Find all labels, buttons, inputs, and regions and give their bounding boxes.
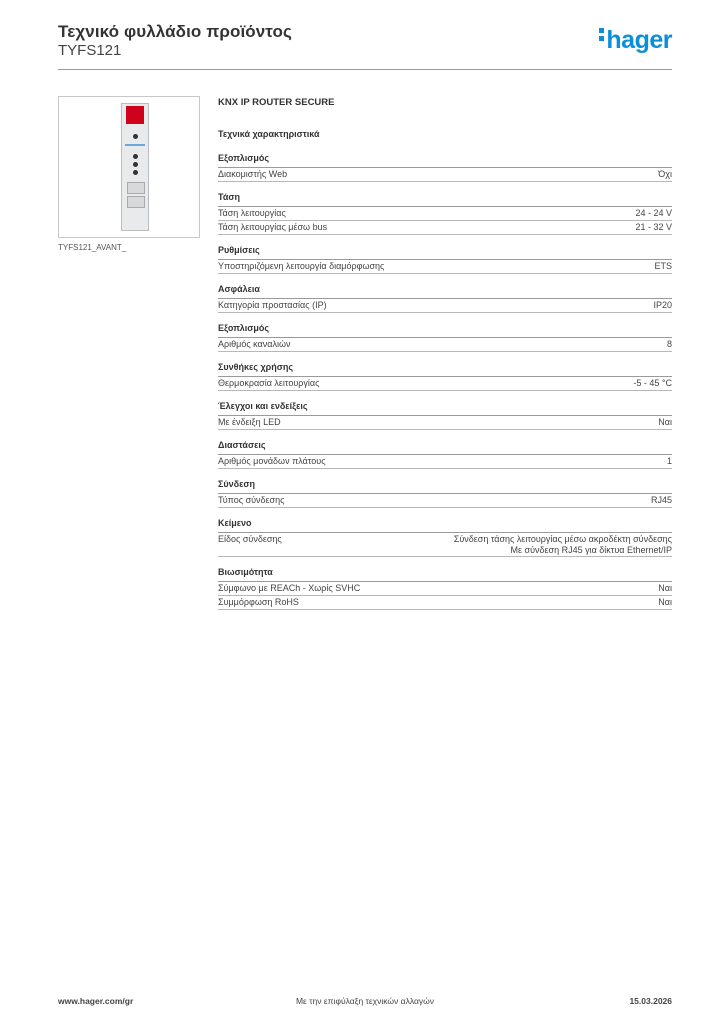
logo-text: hager [606, 26, 672, 54]
spec-row [218, 260, 672, 274]
image-caption: TYFS121_AVANT_ [58, 243, 127, 252]
spec-value [658, 583, 672, 595]
spec-value [635, 222, 672, 234]
spec-row [218, 377, 672, 391]
spec-value [633, 378, 672, 390]
section-title: Ασφάλεια [218, 284, 672, 299]
spec-section [218, 153, 672, 182]
header-divider [58, 69, 672, 70]
spec-label: Τάση λειτουργίας [218, 208, 286, 218]
section-title: Εξοπλισμός [218, 153, 672, 168]
section-title: Συνθήκες χρήσης [218, 362, 672, 377]
spec-value [454, 534, 672, 556]
spec-value-line: Σύνδεση τάσης λειτουργίας μέσω ακροδέκτη σύνδεσης [453, 534, 672, 544]
spec-value [635, 208, 672, 220]
spec-label: Υποστηριζόμενη λειτουργία διαμόρφωσης [218, 261, 385, 271]
footer-website: www.hager.com/gr [58, 996, 134, 1006]
spec-label: Θερμοκρασία λειτουργίας [218, 378, 320, 388]
spec-value-line: 8 [666, 339, 672, 349]
section-title: Σύνδεση [218, 479, 672, 494]
spec-row [218, 416, 672, 430]
section-title: Τάση [218, 192, 672, 207]
section-title: Βιωσιμότητα [218, 567, 672, 582]
product-code: TYFS121 [58, 42, 122, 59]
spec-section [218, 401, 672, 430]
spec-content [218, 97, 672, 610]
spec-value-line: IP20 [653, 300, 672, 310]
spec-value [654, 261, 672, 273]
spec-value-line: Ναι [658, 583, 672, 593]
spec-value [651, 495, 672, 507]
spec-value [658, 597, 672, 609]
section-title: Ρυθμίσεις [218, 245, 672, 260]
section-title: Διαστάσεις [218, 440, 672, 455]
footer-notice: Με την επιφύλαξη τεχνικών αλλαγών [295, 996, 435, 1006]
spec-label: Αριθμός μονάδων πλάτους [218, 456, 326, 466]
spec-value [667, 339, 672, 351]
spec-section [218, 362, 672, 391]
spec-sections [218, 153, 672, 610]
spec-value [658, 169, 672, 181]
spec-row [218, 596, 672, 610]
spec-section [218, 245, 672, 274]
spec-row [218, 299, 672, 313]
spec-section [218, 440, 672, 469]
spec-value-line: 21 - 32 V [635, 222, 672, 232]
spec-section [218, 284, 672, 313]
spec-row [218, 221, 672, 235]
spec-section [218, 323, 672, 352]
spec-value-line: Ναι [658, 597, 672, 607]
spec-row [218, 533, 672, 557]
spec-label: Τάση λειτουργίας μέσω bus [218, 222, 328, 232]
section-title: Εξοπλισμός [218, 323, 672, 338]
spec-value-line: ETS [654, 261, 672, 271]
spec-label: Τύπος σύνδεσης [218, 495, 285, 505]
spec-value-line: Ναι [658, 417, 672, 427]
spec-label: Είδος σύνδεσης [218, 534, 282, 544]
section-title: Κείμενο [218, 518, 672, 533]
spec-value-line: -5 - 45 °C [633, 378, 672, 388]
product-name: KNX IP ROUTER SECURE [218, 97, 335, 108]
tech-heading: Τεχνικά χαρακτηριστικά [218, 129, 320, 139]
spec-row [218, 338, 672, 352]
spec-section [218, 479, 672, 508]
spec-label: Κατηγορία προστασίας (IP) [218, 300, 327, 310]
spec-value-line: Όχι [658, 169, 672, 179]
spec-row [218, 207, 672, 221]
knx-router-device-icon [121, 103, 149, 231]
hager-logo [599, 26, 672, 55]
document-title: Τεχνικό φυλλάδιο προϊόντος [58, 22, 292, 41]
logo-dots-icon [599, 28, 604, 44]
spec-value-line: 1 [666, 456, 672, 466]
spec-value-line: RJ45 [650, 495, 672, 505]
spec-section [218, 567, 672, 610]
spec-row [218, 582, 672, 596]
product-image [58, 96, 200, 238]
spec-section [218, 518, 672, 557]
spec-section [218, 192, 672, 235]
spec-value [653, 300, 672, 312]
spec-label: Συμμόρφωση RoHS [218, 597, 299, 607]
spec-value [658, 417, 672, 429]
spec-label: Διακομιστής Web [218, 169, 288, 179]
spec-value-line: 24 - 24 V [635, 208, 672, 218]
page-header [58, 20, 672, 70]
spec-label: Με ένδειξη LED [218, 417, 281, 427]
spec-value-line: Με σύνδεση RJ45 για δίκτυα Ethernet/IP [510, 545, 672, 555]
spec-row [218, 455, 672, 469]
footer-date: 15.03.2026 [629, 996, 672, 1006]
section-title: Έλεγχοι και ενδείξεις [218, 401, 672, 416]
spec-label: Αριθμός καναλιών [218, 339, 291, 349]
spec-label: Σύμφωνο με REACh - Χωρίς SVHC [218, 583, 361, 593]
spec-row [218, 494, 672, 508]
spec-row [218, 168, 672, 182]
spec-value [667, 456, 672, 468]
